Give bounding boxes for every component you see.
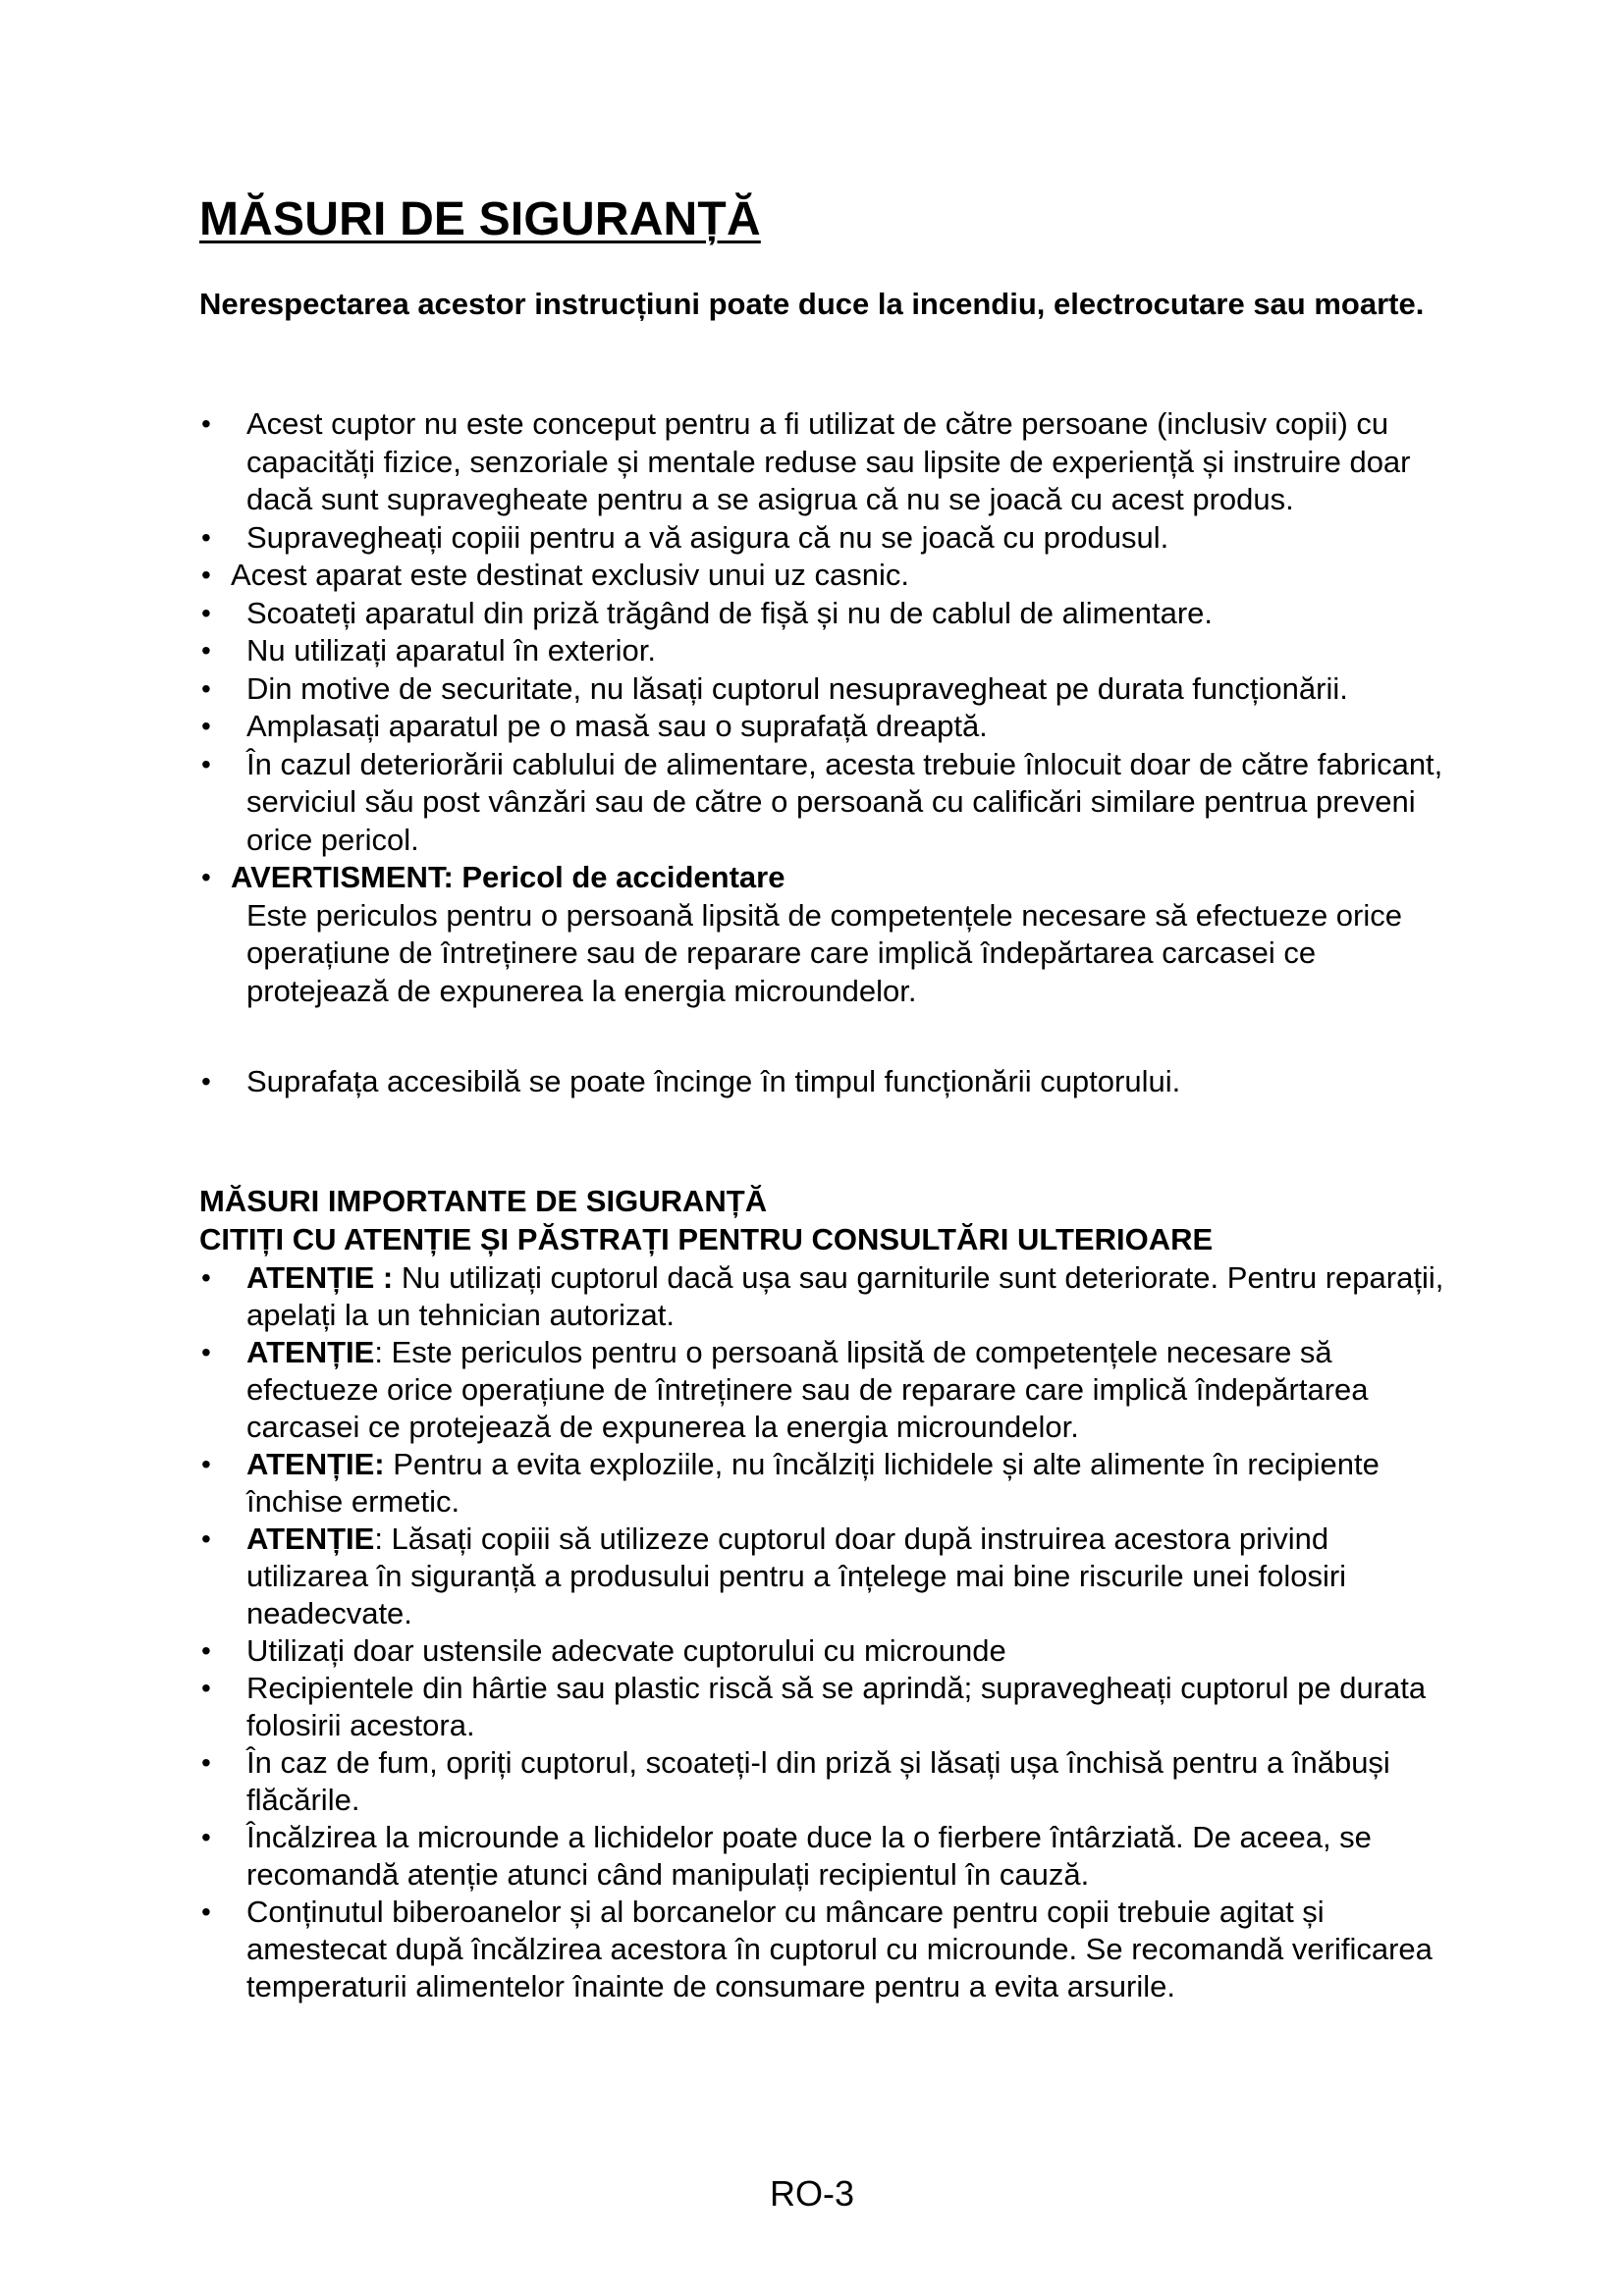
page-title: MĂSURI DE SIGURANȚĂ <box>199 193 761 245</box>
list-item-warning <box>199 859 1446 1010</box>
warning-text: Este periculos pentru o persoană lipsită de competențele necesare să efectueze orice operațiune de întreținere sau de reparare care implică îndepărtarea carcasei ce protejează de expunerea la energia microundelor. <box>246 897 1402 1008</box>
safety-list <box>199 405 1446 1101</box>
caution-text: : Este periculos pentru o persoană lipsită de competențele necesare să efectueze orice operațiune de întreținere sau de reparare care implică îndepărtarea carcasei ce protejează de expunerea la energia microundelor. <box>246 1335 1369 1444</box>
list-item: • Suprafața accesibilă se poate încinge în timpul funcționării cuptorului. <box>199 1063 1446 1101</box>
list-item: • Supravegheați copiii pentru a vă asigura că nu se joacă cu produsul. <box>199 519 1446 558</box>
caution-label: ATENȚIE <box>246 1335 375 1369</box>
list-item: • Acest aparat este destinat exclusiv unui uz casnic. <box>199 557 1446 595</box>
section-heading-2: CITIȚI CU ATENȚIE ȘI PĂSTRAȚI PENTRU CONSULTĂRI ULTERIOARE <box>199 1221 1214 1256</box>
list-item: • Recipientele din hârtie sau plastic riscă să se aprindă; supravegheați cuptorul pe durata folosirii acestora. <box>199 1670 1446 1744</box>
list-item: • Nu utilizați aparatul în exterior. <box>199 632 1446 670</box>
list-item: • În cazul deteriorării cablului de alimentare, acesta trebuie înlocuit doar de către fabricant, serviciul său post vânzări sau de către o persoană cu calificări similare pentrua preveni orice pericol. <box>199 746 1446 860</box>
section-heading <box>199 1183 1446 1258</box>
list-item: • Din motive de securitate, nu lăsați cuptorul nesupravegheat pe durata funcționării. <box>199 670 1446 709</box>
list-item: • Încălzirea la microunde a lichidelor poate duce la o fierbere întârziată. De aceea, se recomandă atenție atunci când manipulați recipientul în cauză. <box>199 1819 1446 1894</box>
caution-label: ATENȚIE : <box>246 1260 394 1295</box>
list-item <box>199 1259 1446 1334</box>
caution-label: ATENȚIE <box>246 1522 375 1556</box>
important-safety-list <box>199 1259 1446 2005</box>
list-item <box>199 1334 1446 1446</box>
list-item: • Conținutul biberoanelor și al borcanelor cu mâncare pentru copii trebuie agitat și amestecat după încălzirea acestora în cuptorul cu microunde. Se recomandă verificarea temperaturii alimentelor înainte de consumare pentru a evita arsurile. <box>199 1894 1446 2005</box>
section-heading-1: MĂSURI IMPORTANTE DE SIGURANȚĂ <box>199 1184 768 1218</box>
list-item <box>199 1521 1446 1632</box>
list-item <box>199 1446 1446 1521</box>
caution-label: ATENȚIE: <box>246 1447 385 1481</box>
list-item: • În caz de fum, opriți cuptorul, scoateți-l din priză și lăsați ușa închisă pentru a înăbuși flăcările. <box>199 1744 1446 1819</box>
caution-text: Pentru a evita exploziile, nu încălziți lichidele și alte alimente în recipiente închise ermetic. <box>246 1447 1380 1519</box>
list-item: • Utilizați doar ustensile adecvate cuptorului cu microunde <box>199 1632 1446 1670</box>
caution-text: Nu utilizați cuptorul dacă ușa sau garniturile sunt deteriorate. Pentru reparații, apelați la un tehnician autorizat. <box>246 1260 1444 1332</box>
caution-text: : Lăsați copiii să utilizeze cuptorul doar după instruirea acestora privind utilizarea în siguranță a produsului pentru a înțelege mai bine riscurile unei folosiri neadecvate. <box>246 1522 1347 1630</box>
list-item: • Scoateți aparatul din priză trăgând de fișă și nu de cablul de alimentare. <box>199 595 1446 633</box>
list-item: • Amplasați aparatul pe o masă sau o suprafață dreaptă. <box>199 708 1446 746</box>
list-item: • Acest cuptor nu este conceput pentru a fi utilizat de către persoane (inclusiv copii) cu capacități fizice, senzoriale și mentale reduse sau lipsite de experiență și instruire doar dacă sunt supravegheate pentru a se asigrua că nu se joacă cu acest produs. <box>199 405 1446 519</box>
page-number: RO-3 <box>769 2173 854 2214</box>
warning-label: • AVERTISMENT: Pericol de accidentare <box>231 860 785 894</box>
intro-warning: Nerespectarea acestor instrucțiuni poate duce la incendiu, electrocutare sau moarte. <box>199 287 1425 321</box>
